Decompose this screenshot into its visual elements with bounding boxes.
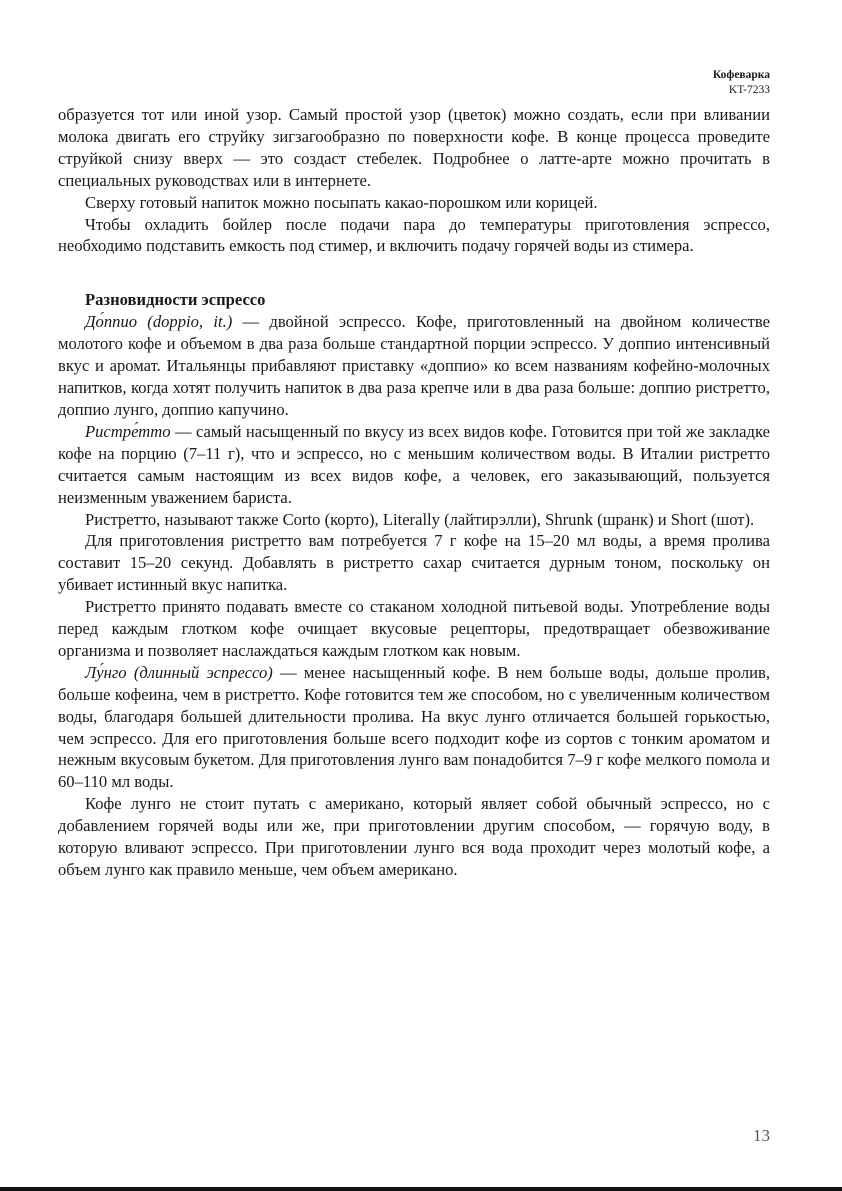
paragraph-doppio: [58, 311, 770, 421]
text-lungo: — менее насыщенный кофе. В нем больше воды, дольше пролив, больше кофеина, чем в ристретто. Кофе готовится тем же способом, но с увеличенным количеством воды, благодаря большей длительности пролива. На вкус лунго отличается большей горькостью, чем эспрессо. Для его приготовления больше всего подходит кофе из сортов с тонким ароматом и нежным вкусовым букетом. Для приготовления лунго вам понадобится 7–9 г кофе мелкого помола и 60–110 мл воды.: [58, 662, 770, 792]
paragraph-ristretto: [58, 421, 770, 509]
paragraph-topping: Сверху готовый напиток можно посыпать какао-порошком или корицей.: [85, 192, 598, 212]
paragraph-boiler-cooling: Чтобы охладить бойлер после подачи пара до температуры приготовления эспрессо, необходимо подставить емкость под стимер, и включить подачу горячей воды из стимера.: [58, 214, 770, 256]
paragraph-lungo-vs-americano: Кофе лунго не стоит путать с американо, который являет собой обычный эспрессо, но с добавлением горячей воды или же, при приготовлении другим способом, — горячую воду, в которую вливают эспрессо. При приготовлении лунго вся вода проходит через молотый кофе, а объем лунго как правило меньше, чем объем американо.: [58, 794, 770, 879]
paragraph-ristretto-water: Ристретто принято подавать вместе со стаканом холодной питьевой воды. Употребление воды перед каждым глотком кофе очищает вкусовые рецепторы, предотвращает обезвоживание организма и позволяет наслаждаться каждым глотком как новым.: [58, 597, 770, 660]
term-lungo: Лу́нго (длинный эспрессо): [85, 662, 273, 682]
paragraph-latte-art: образуется тот или иной узор. Самый простой узор (цветок) можно создать, если при вливании молока двигать его струйку зигзагообразно по поверхности кофе. В конце процесса проведите струйкой снизу вверх — это создаст стебелек. Подробнее о латте-арте можно прочитать в специальных руководствах или в интернете.: [58, 105, 770, 190]
page-header: [713, 68, 770, 98]
bottom-rule: [0, 1187, 842, 1191]
paragraph-ristretto-prep: Для приготовления ристретто вам потребуется 7 г кофе на 15–20 мл воды, а время пролива составит 15–20 секунд. Добавлять в ристретто сахар считается дурным тоном, поскольку он убивает истинный вкус напитка.: [58, 531, 770, 595]
paragraph-ristretto-names: Ристретто, называют также Corto (корто), Literally (лайтирэлли), Shrunk (шранк) и Short (шот).: [85, 509, 755, 529]
page-number: 13: [753, 1126, 770, 1145]
term-ristretto: Ристре́тто: [85, 421, 171, 441]
section-spacer: [58, 257, 770, 289]
text-doppio: — двойной эспрессо. Кофе, приготовленный на двойном количестве молотого кофе и объемом в два раза больше стандартной порции эспрессо. У доппио интенсивный вкус и аромат. Итальянцы прибавляют приставку «доппио» ко всем названиям кофейно-молочных напитков, когда хотят получить напиток в два раза крепче или в два раза больше: доппио ристретто, доппио лунго, доппио капучино.: [58, 312, 770, 419]
header-title: Кофеварка: [712, 69, 770, 81]
page-content: [58, 104, 770, 881]
header-model: KT-7233: [728, 84, 770, 96]
term-doppio: До́ппио (doppio, it.): [85, 312, 233, 332]
paragraph-lungo: [58, 662, 770, 793]
section-heading: Разновидности эспрессо: [85, 290, 266, 310]
text-ristretto: — самый насыщенный по вкусу из всех видов кофе. Готовится при той же закладке кофе на порцию (7–11 г), что и эспрессо, но с меньшим количеством воды. В Италии ристретто считается самым настоящим из всех видов кофе, а человек, его заказывающий, пользуется неизменным уважением бариста.: [58, 421, 770, 507]
